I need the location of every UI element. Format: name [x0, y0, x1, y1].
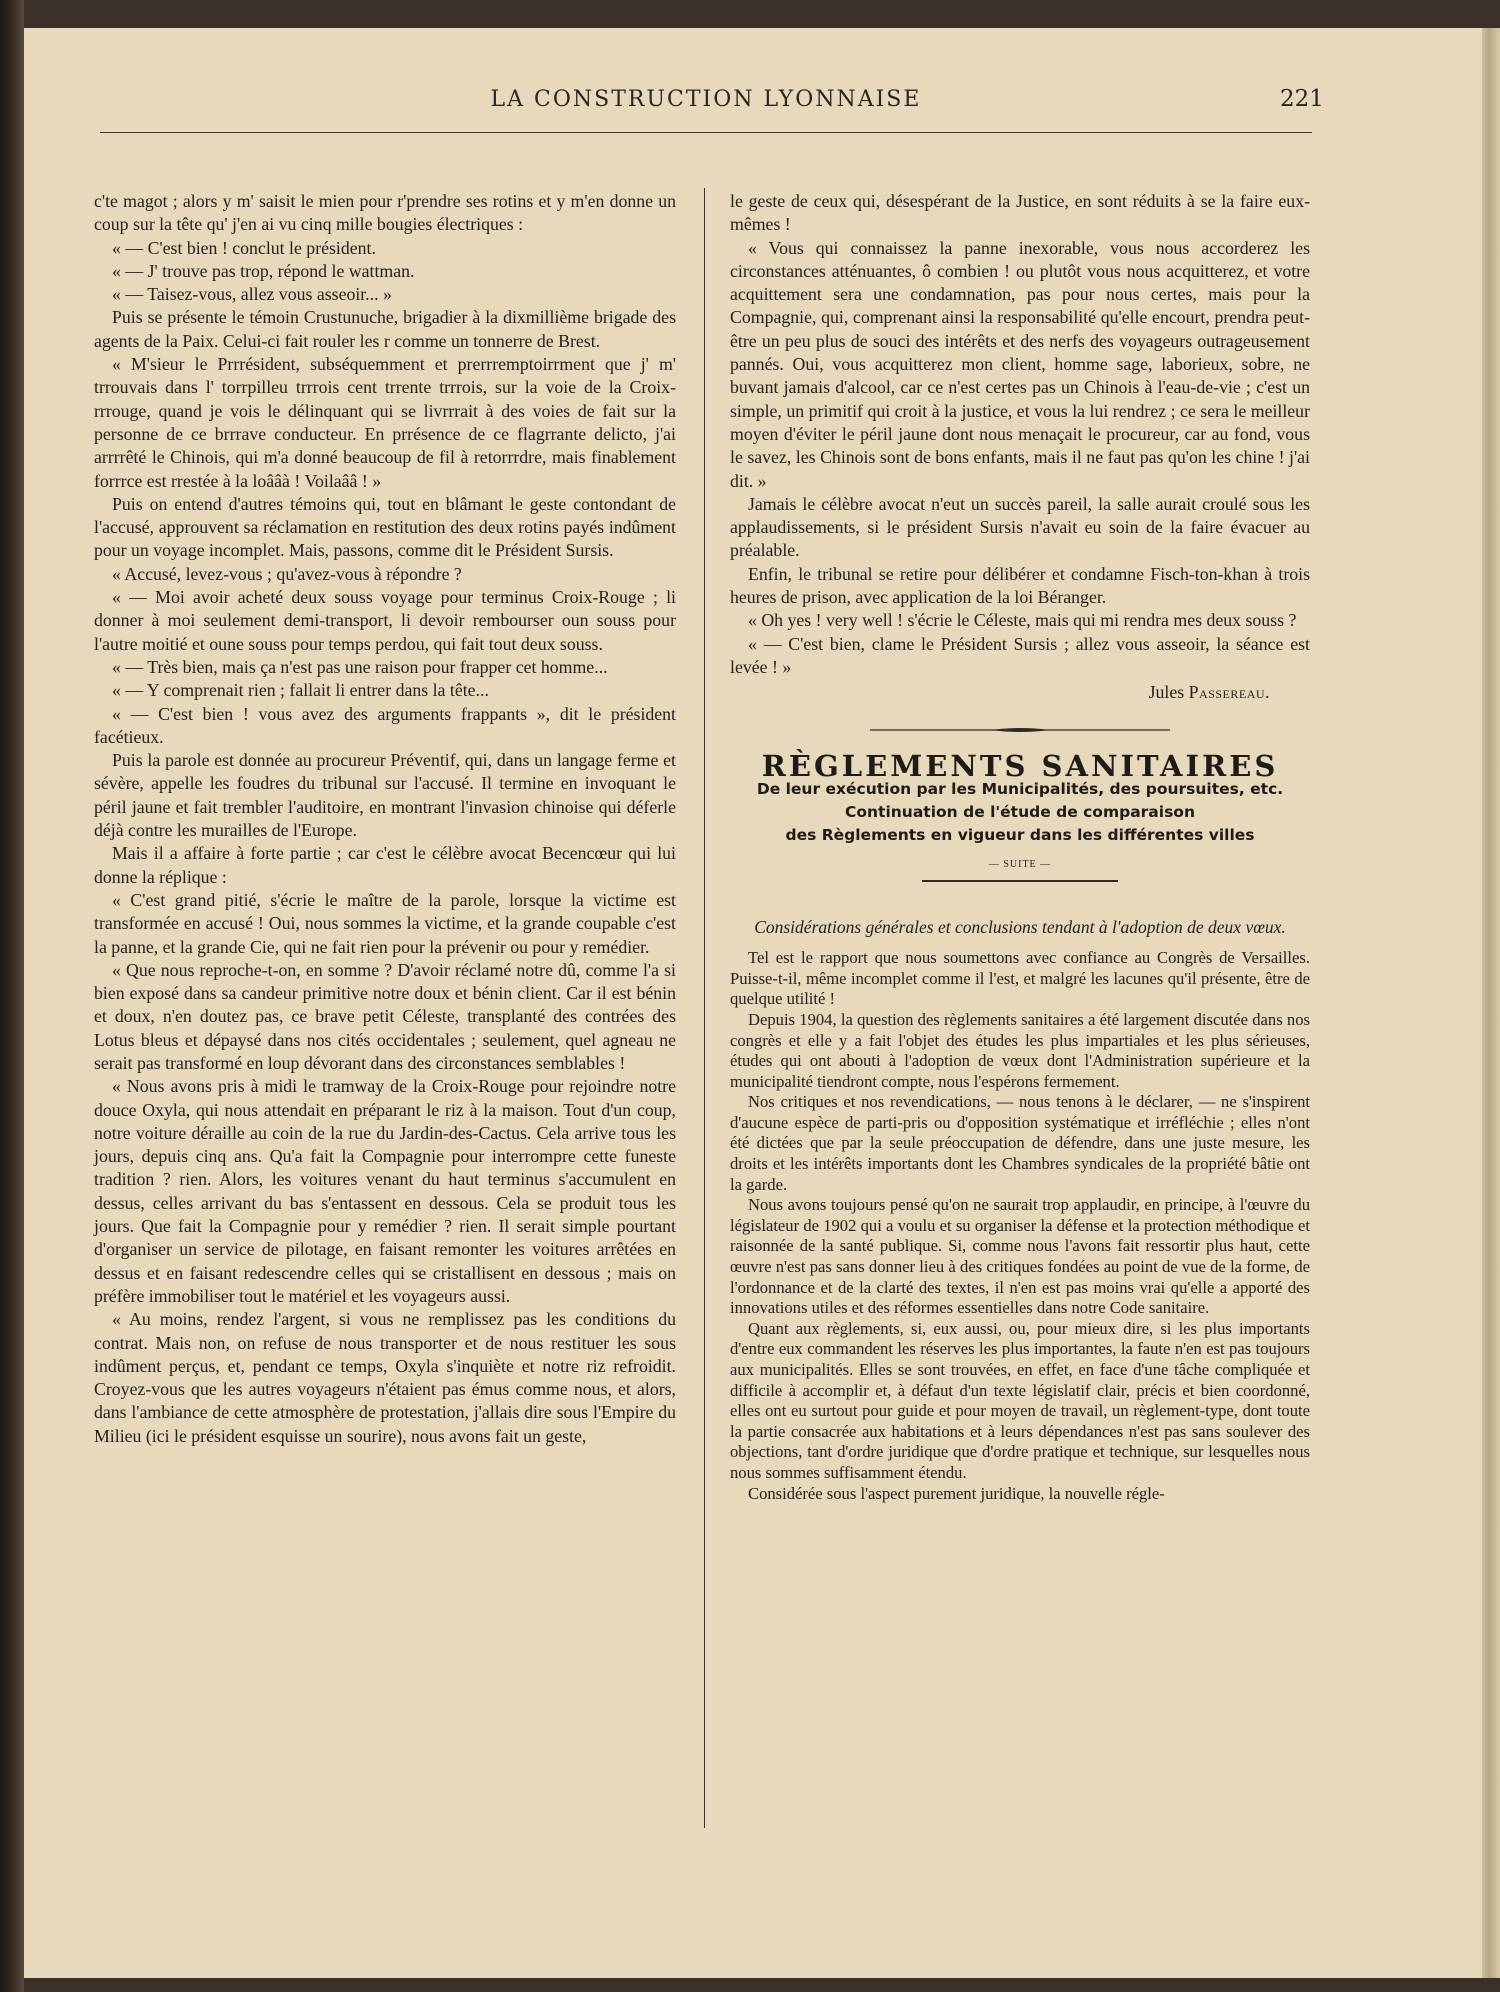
book-spine: [0, 0, 24, 1992]
page-number: 221: [1280, 86, 1324, 112]
paragraph: Puis se présente le témoin Crustunuche, brigadier à la dixmillième brigade des agents de la Paix. Celui-ci fait rouler les r comme un tonnerre de Brest.: [94, 307, 676, 351]
paragraph: Nous avons toujours pensé qu'on ne saurait trop applaudir, en principe, à l'œuvre du législateur de 1902 qui a voulu et su organiser la défense et la protection méthodique et raisonnée de la santé publique. Si, comme nous l'avons fait ressortir plus haut, cette œuvre n'est pas sans donner lieu à des critiques fondées au point de vue de la forme, de l'ordonnance et de la clarté des textes, il n'en est pas moins vrai qu'elle a apporté des innovations utiles et des réformes essentielles dans notre Code sanitaire.: [730, 1195, 1310, 1318]
paragraph: « — J' trouve pas trop, répond le wattman.: [112, 260, 415, 281]
section-subtitle: De leur exécution par les Municipalités, des poursuites, etc.: [756, 779, 1284, 798]
paragraph: « — C'est bien ! conclut le président.: [112, 237, 376, 258]
paragraph: « M'sieur le Prrrésident, subséquemment et prerrremptoirrment que j' m' trrouvais dans l' torrpilleu trrrois cent trrente trrrois, sur la voie de la Croix-rrrouge, quand je vois le délinquant qui se livrrrait à des voies de fait sur la personne de ce brrrave conducteur. En prrésence de ce flagrrante delicto, j'ai arrrrêté le Chinois, qui m'a donné beaucoup de fil à retorrrdre, mais finablement forrrce est rrestée à la loââà ! Voilaââ ! »: [94, 354, 676, 491]
header-rule: [100, 132, 1312, 133]
paragraph: « Accusé, levez-vous ; qu'avez-vous à répondre ?: [112, 563, 462, 584]
section-title: RÈGLEMENTS SANITAIRES: [761, 748, 1279, 783]
subsection-heading: Considérations générales et conclusions tendant à l'adoption de deux vœux.: [754, 917, 1286, 938]
paragraph: « Oh yes ! very well ! s'écrie le Céleste, mais qui mi rendra mes deux souss ?: [748, 610, 1297, 631]
running-title: LA CONSTRUCTION LYONNAISE: [490, 87, 922, 112]
paragraph: c'te magot ; alors y m' saisit le mien pour r'prendre ses rotins et y m'en donne un coup sur la tête qu' j'en ai vu cinq mille bougies électriques :: [94, 191, 676, 235]
paragraph: « Que nous reproche-t-on, en somme ? D'avoir réclamé notre dû, comme l'a si bien exposé dans sa candeur primitive notre doux et bénin client. Car il est bénin et doux, n'en doutez pas, ce brave petit Céleste, transplanté des contrées des Lotus bleus et dépaysé dans nos cités occidentales ; seulement, quel agneau ne serait pas transformé en loup dévorant dans des circonstances semblables !: [94, 959, 676, 1073]
author-signature: [730, 681, 1310, 704]
section-subtitle: des Règlements en vigueur dans les différentes villes: [785, 825, 1255, 844]
section-rule: [922, 880, 1118, 882]
paragraph: Nos critiques et nos revendications, — nous tenons à le déclarer, — ne s'inspirent d'aucune espèce de parti-pris ou d'opposition systématique et irréfléchie ; elles n'ont été dictées que par la seule préoccupation de défendre, dans une juste mesure, les droits et les intérêts importants dont les Chambres syndicales de la propriété bâtie ont la garde.: [730, 1092, 1310, 1194]
paragraph: « — Y comprenait rien ; fallait li entrer dans la tête...: [112, 680, 489, 701]
section-body: [730, 948, 1310, 1504]
right-column: [730, 190, 1310, 1504]
signature-first-name: Jules: [1148, 682, 1185, 703]
paragraph: « C'est grand pitié, s'écrie le maître de la parole, lorsque la victime est transformée en accusé ! Oui, nous sommes la victime, et la grande coupable c'est la panne, et la grande Cie, qui ne fait rien pour la prévenir ou pour y remédier.: [94, 889, 676, 957]
ornamental-divider: [870, 723, 1170, 737]
column-rule: [704, 188, 705, 1828]
paragraph: le geste de ceux qui, désespérant de la Justice, en sont réduits à se la faire eux-mêmes !: [730, 191, 1310, 235]
paragraph: « Au moins, rendez l'argent, si vous ne remplissez pas les conditions du contrat. Mais non, on refuse de nous transporter et de nous restituer les sous indûment perçus, et, pendant ce temps, Oxyla s'inquiète et notre riz refroidit. Croyez-vous que les autres voyageurs n'étaient pas émus comme nous, et alors, dans l'ambiance de cette atmosphère de protestation, j'allais dire sous l'Empire du Milieu (ici le président esquisse un sourire), nous avons fait un geste,: [94, 1309, 676, 1446]
paragraph: « Nous avons pris à midi le tramway de la Croix-Rouge pour rejoindre notre douce Oxyla, qui nous attendait en préparant le riz à la maison. Tout d'un coup, notre voiture déraille au coin de la rue du Jardin-des-Cactus. Cela arrive tous les jours, depuis cinq ans. Qu'a fait la Compagnie pour interrompre cette funeste tradition ? rien. Alors, les voitures venant du haut terminus s'accumulent en dessus, celles arrivant du bas s'entassent en dessous. Cela se produit tous les jours. Que fait la Compagnie pour y remédier ? rien. Il serait simple pourtant d'organiser un service de pilotage, en faisant remonter les voitures arrêtées en dessus et en faisant redescendre celles qui se cristallisent en dessous ; mais on préfère immobiliser tout le matériel et les voyageurs aussi.: [94, 1076, 676, 1306]
paragraph: « Vous qui connaissez la panne inexorable, vous nous accorderez les circonstances atténuantes, ô combien ! ou plutôt vous nous acquitterez, et votre acquittement sera une condamnation, pas pour nous certes, mais pour la Compagnie, qui, comprenant ainsi la responsabilité qu'elle encourt, prendra peut-être un peu plus de souci des intérêts et des nerfs des voyageurs outrageusement pannés. Oui, vous acquitterez mon client, homme sage, laborieux, sobre, ne buvant jamais d'alcool, car ce n'est certes pas un Chinois à l'eau-de-vie ; c'est un simple, un primitif qui croit à la justice, et vous la lui rendrez ; ce sera le meilleur moyen d'éviter le péril jaune dont nous menaçait le procureur, car au fond, vous le savez, les Chinois sont de bons enfants, mais il ne faut pas qu'on les chine ! j'ai dit. »: [730, 237, 1310, 491]
paragraph: « — C'est bien ! vous avez des arguments frappants », dit le président facétieux.: [94, 703, 676, 747]
paragraph: Depuis 1904, la question des règlements sanitaires a été largement discutée dans nos congrès et elle y a fait l'objet des études les plus impartiales et les plus sérieuses, études qui ont abouti à l'adoption de vœux dont l'Administration supérieure et la municipalité tiendront compte, nous l'espérons fermement.: [730, 1009, 1310, 1091]
paragraph: Quant aux règlements, si, eux aussi, ou, pour mieux dire, si les plus importants d'entre eux commandent les réserves les plus importantes, la faute n'en est pas toujours aux municipalités. Elles se sont trouvées, en effet, en face d'une tâche compliquée et difficile à accomplir et, à défaut d'un texte législatif clair, précis et bien coordonné, elles ont eu surtout pour guide et pour moyen de travail, un règlement-type, dont toute la partie consacrée aux habitations et à leurs dépendances n'est pas sans soulever des objections, tant d'ordre juridique que d'ordre pratique et technique, sur lesquelles nous nous sommes suffisamment étendu.: [730, 1318, 1310, 1482]
paragraph: Puis on entend d'autres témoins qui, tout en blâmant le geste contondant de l'accusé, approuvent sa réclamation en restitution des deux rotins payés indûment pour un voyage incomplet. Mais, passons, comme dit le Président Sursis.: [94, 493, 676, 561]
signature-surname: Passereau.: [1188, 682, 1270, 703]
paragraph: « — Moi avoir acheté deux souss voyage pour terminus Croix-Rouge ; li donner à moi seulement demi-transport, li devoir rembourser oun souss pour l'autre moitié et oune souss pour temps perdou, qui fait tout deux souss.: [94, 587, 676, 654]
paragraph: Tel est le rapport que nous soumettons avec confiance au Congrès de Versailles. Puisse-t-il, même incomplet comme il l'est, et malgré les lacunes qu'il présente, être de quelque utilité !: [730, 948, 1310, 1009]
paragraph: Enfin, le tribunal se retire pour délibérer et condamne Fisch-ton-khan à trois heures de prison, avec application de la loi Béranger.: [730, 563, 1310, 608]
paragraph: Considérée sous l'aspect purement juridique, la nouvelle régle-: [748, 1483, 1165, 1503]
paragraph: « — Très bien, mais ça n'est pas une raison pour frapper cet homme...: [112, 656, 608, 677]
section-subtitle: Continuation de l'étude de comparaison: [844, 802, 1195, 821]
paragraph: Puis la parole est donnée au procureur Préventif, qui, dans un langage ferme et sévère, appelle les foudres du tribunal sur l'accusé. Il termine en invoquant le péril jaune et fait trembler l'auditoire, en montrant l'invasion chinoise qui déferle déjà contre les murailles de l'Europe.: [94, 750, 676, 841]
left-column: [94, 190, 676, 1448]
paragraph: « — Taisez-vous, allez vous asseoir... »: [112, 284, 392, 305]
suite-label: — SUITE —: [988, 858, 1052, 870]
page-edge: [1482, 28, 1500, 1978]
paragraph: Mais il a affaire à forte partie ; car c'est le célèbre avocat Becencœur qui lui donne la réplique :: [94, 843, 676, 887]
paragraph: « — C'est bien, clame le Président Sursis ; allez vous asseoir, la séance est levée ! »: [730, 633, 1310, 677]
paragraph: Jamais le célèbre avocat n'eut un succès pareil, la salle aurait croulé sous les applaudissements, si le président Sursis n'avait eu soin de la faire évacuer au préalable.: [730, 493, 1310, 561]
